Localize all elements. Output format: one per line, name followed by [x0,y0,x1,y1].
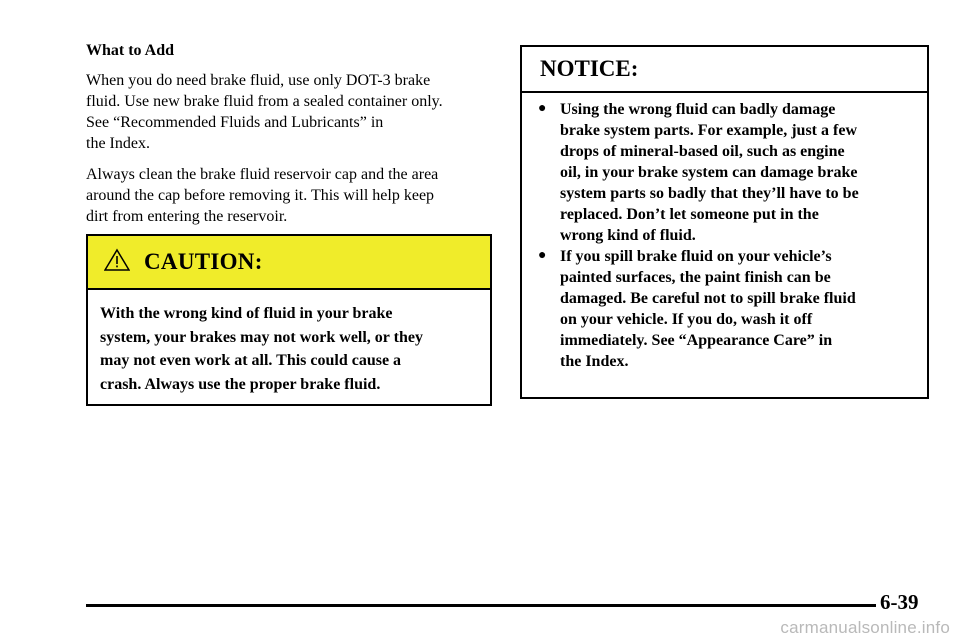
notice-box [520,45,929,399]
notice-line: the Index. [560,353,629,370]
notice-line: oil, in your brake system can damage brake [560,164,858,181]
notice-line: If you spill brake fluid on your vehicle’s [560,248,832,265]
notice-line: brake system parts. For example, just a few [560,122,857,139]
bullet-icon: ● [538,101,547,116]
notice-line: system parts so badly that they’ll have to be [560,185,859,202]
paragraph-line: Always clean the brake fluid reservoir cap and the area [86,166,439,183]
notice-line: painted surfaces, the paint finish can be [560,269,831,286]
caution-line: system, your brakes may not work well, or they [100,328,423,346]
caution-text [88,290,490,396]
caution-line: may not even work at all. This could cause a [100,352,402,369]
paragraph-line: dirt from entering the reservoir. [86,208,288,225]
bullet-icon: ● [538,248,547,263]
paragraph-clean-cap [86,164,496,227]
footer-rule [86,604,876,607]
notice-item-wrong-fluid [522,99,927,246]
notice-line: drops of mineral‐based oil, such as engine [560,143,845,160]
watermark: carmanualsonline.info [780,618,950,637]
warning-triangle-icon [104,248,130,277]
notice-line: replaced. Don’t let someone put in the [560,206,819,223]
page-number: 6-39 [880,590,919,614]
paragraph-line: When you do need brake fluid, use only DOT-3 brake [86,72,431,89]
notice-header [522,47,927,93]
paragraph-line: fluid. Use new brake fluid from a sealed container only. [86,93,443,110]
notice-item-spill [522,246,927,372]
caution-title: CAUTION: [144,249,263,274]
notice-line: Using the wrong fluid can badly damage [560,101,836,118]
caution-header [88,236,490,290]
paragraph-line: See “Recommended Fluids and Lubricants” in [86,114,384,131]
caution-line: With the wrong kind of fluid in your brake [100,305,393,322]
paragraph-what-to-add [86,70,496,154]
paragraph-line: the Index. [86,135,150,152]
notice-title: NOTICE: [540,56,639,81]
left-column [86,40,496,237]
caution-line: crash. Always use the proper brake fluid. [100,375,381,393]
notice-line: damaged. Be careful not to spill brake fluid [560,290,856,307]
notice-list [522,93,927,372]
caution-box [86,234,492,406]
notice-line: on your vehicle. If you do, wash it off [560,311,813,328]
paragraph-line: around the cap before removing it. This will help keep [86,187,435,204]
notice-line: immediately. See “Appearance Care” in [560,332,833,349]
notice-line: wrong kind of fluid. [560,227,696,244]
section-heading: What to Add [86,42,175,59]
